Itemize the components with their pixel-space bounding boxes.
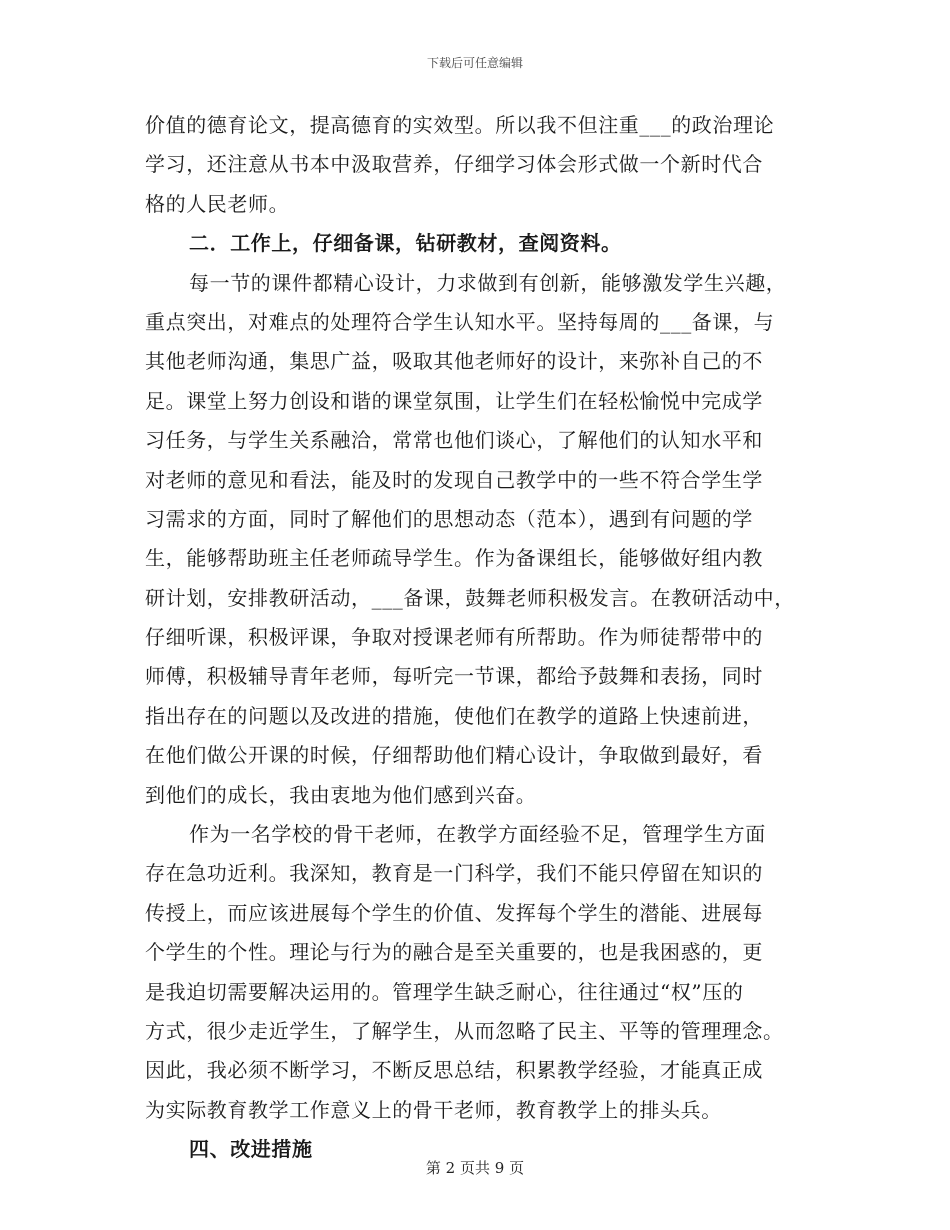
text-line: 足。课堂上努力创设和谐的课堂氛围，让学生们在轻松愉悦中完成学 bbox=[145, 388, 763, 413]
text-line: 格的人民老师。 bbox=[145, 191, 290, 216]
text-line: 习需求的方面，同时了解他们的思想动态（范本），遇到有问题的学 bbox=[145, 506, 753, 531]
text-line: 研计划，安排教研活动，___备课，鼓舞老师积极发言。在教研活动中， bbox=[145, 585, 795, 610]
section-heading: 四、改进措施 bbox=[189, 1137, 313, 1162]
text-line: 在他们做公开课的时候，仔细帮助他们精心设计，争取做到最好，看 bbox=[145, 743, 763, 768]
page-footer: 第 2 页共 9 页 bbox=[425, 1159, 525, 1177]
text-line: 是我迫切需要解决运用的。管理学生缺乏耐心，往往通过“权”压的 bbox=[145, 979, 744, 1004]
document-body bbox=[145, 106, 825, 1170]
text-line: 价值的德育论文，提高德育的实效型。所以我不但注重___的政治理论 bbox=[145, 113, 775, 137]
text-line: 存在急功近利。我深知，教育是一门科学，我们不能只停留在知识的 bbox=[145, 861, 763, 886]
text-line: 师傅，积极辅导青年老师，每听完一节课，都给予鼓舞和表扬，同时 bbox=[145, 664, 763, 689]
text-line: 仔细听课，积极评课，争取对授课老师有所帮助。作为师徒帮带中的 bbox=[145, 625, 763, 650]
text-line: 其他老师沟通，集思广益，吸取其他老师好的设计，来弥补自己的不 bbox=[145, 349, 763, 374]
text-line: 每一节的课件都精心设计，力求做到有创新，能够激发学生兴趣， bbox=[189, 270, 787, 295]
text-line: 指出存在的问题以及改进的措施，使他们在教学的道路上快速前进， bbox=[145, 703, 763, 728]
text-line: 生，能够帮助班主任老师疏导学生。作为备课组长，能够做好组内教 bbox=[145, 546, 763, 571]
text-line: 重点突出，对难点的处理符合学生认知水平。坚持每周的___备课，与 bbox=[145, 309, 775, 334]
text-line: 到他们的成长，我由衷地为他们感到兴奋。 bbox=[145, 782, 537, 807]
text-line: 因此，我必须不断学习，不断反思总结，积累教学经验，才能真正成 bbox=[145, 1058, 763, 1083]
text-line: 个学生的个性。理论与行为的融合是至关重要的，也是我困惑的，更 bbox=[145, 940, 763, 965]
text-line: 方式，很少走近学生，了解学生，从而忽略了民主、平等的管理理念。 bbox=[145, 1018, 784, 1043]
text-line: 对老师的意见和看法，能及时的发现自己教学中的一些不符合学生学 bbox=[145, 467, 763, 492]
text-line: 为实际教育教学工作意义上的骨干老师，教育教学上的排头兵。 bbox=[145, 1097, 722, 1122]
text-line: 习任务，与学生关系融洽，常常也他们谈心，了解他们的认知水平和 bbox=[145, 428, 763, 453]
text-line: 学习，还注意从书本中汲取营养，仔细学习体会形式做一个新时代合 bbox=[145, 152, 763, 177]
section-heading: 二．工作上，仔细备课，钻研教材，查阅资料。 bbox=[189, 231, 622, 256]
page-header: 下载后可任意编辑 bbox=[426, 56, 523, 70]
text-line: 作为一名学校的骨干老师，在教学方面经验不足，管理学生方面 bbox=[189, 822, 766, 847]
text-line: 传授上，而应该进展每个学生的价值、发挥每个学生的潜能、进展每 bbox=[145, 900, 763, 925]
